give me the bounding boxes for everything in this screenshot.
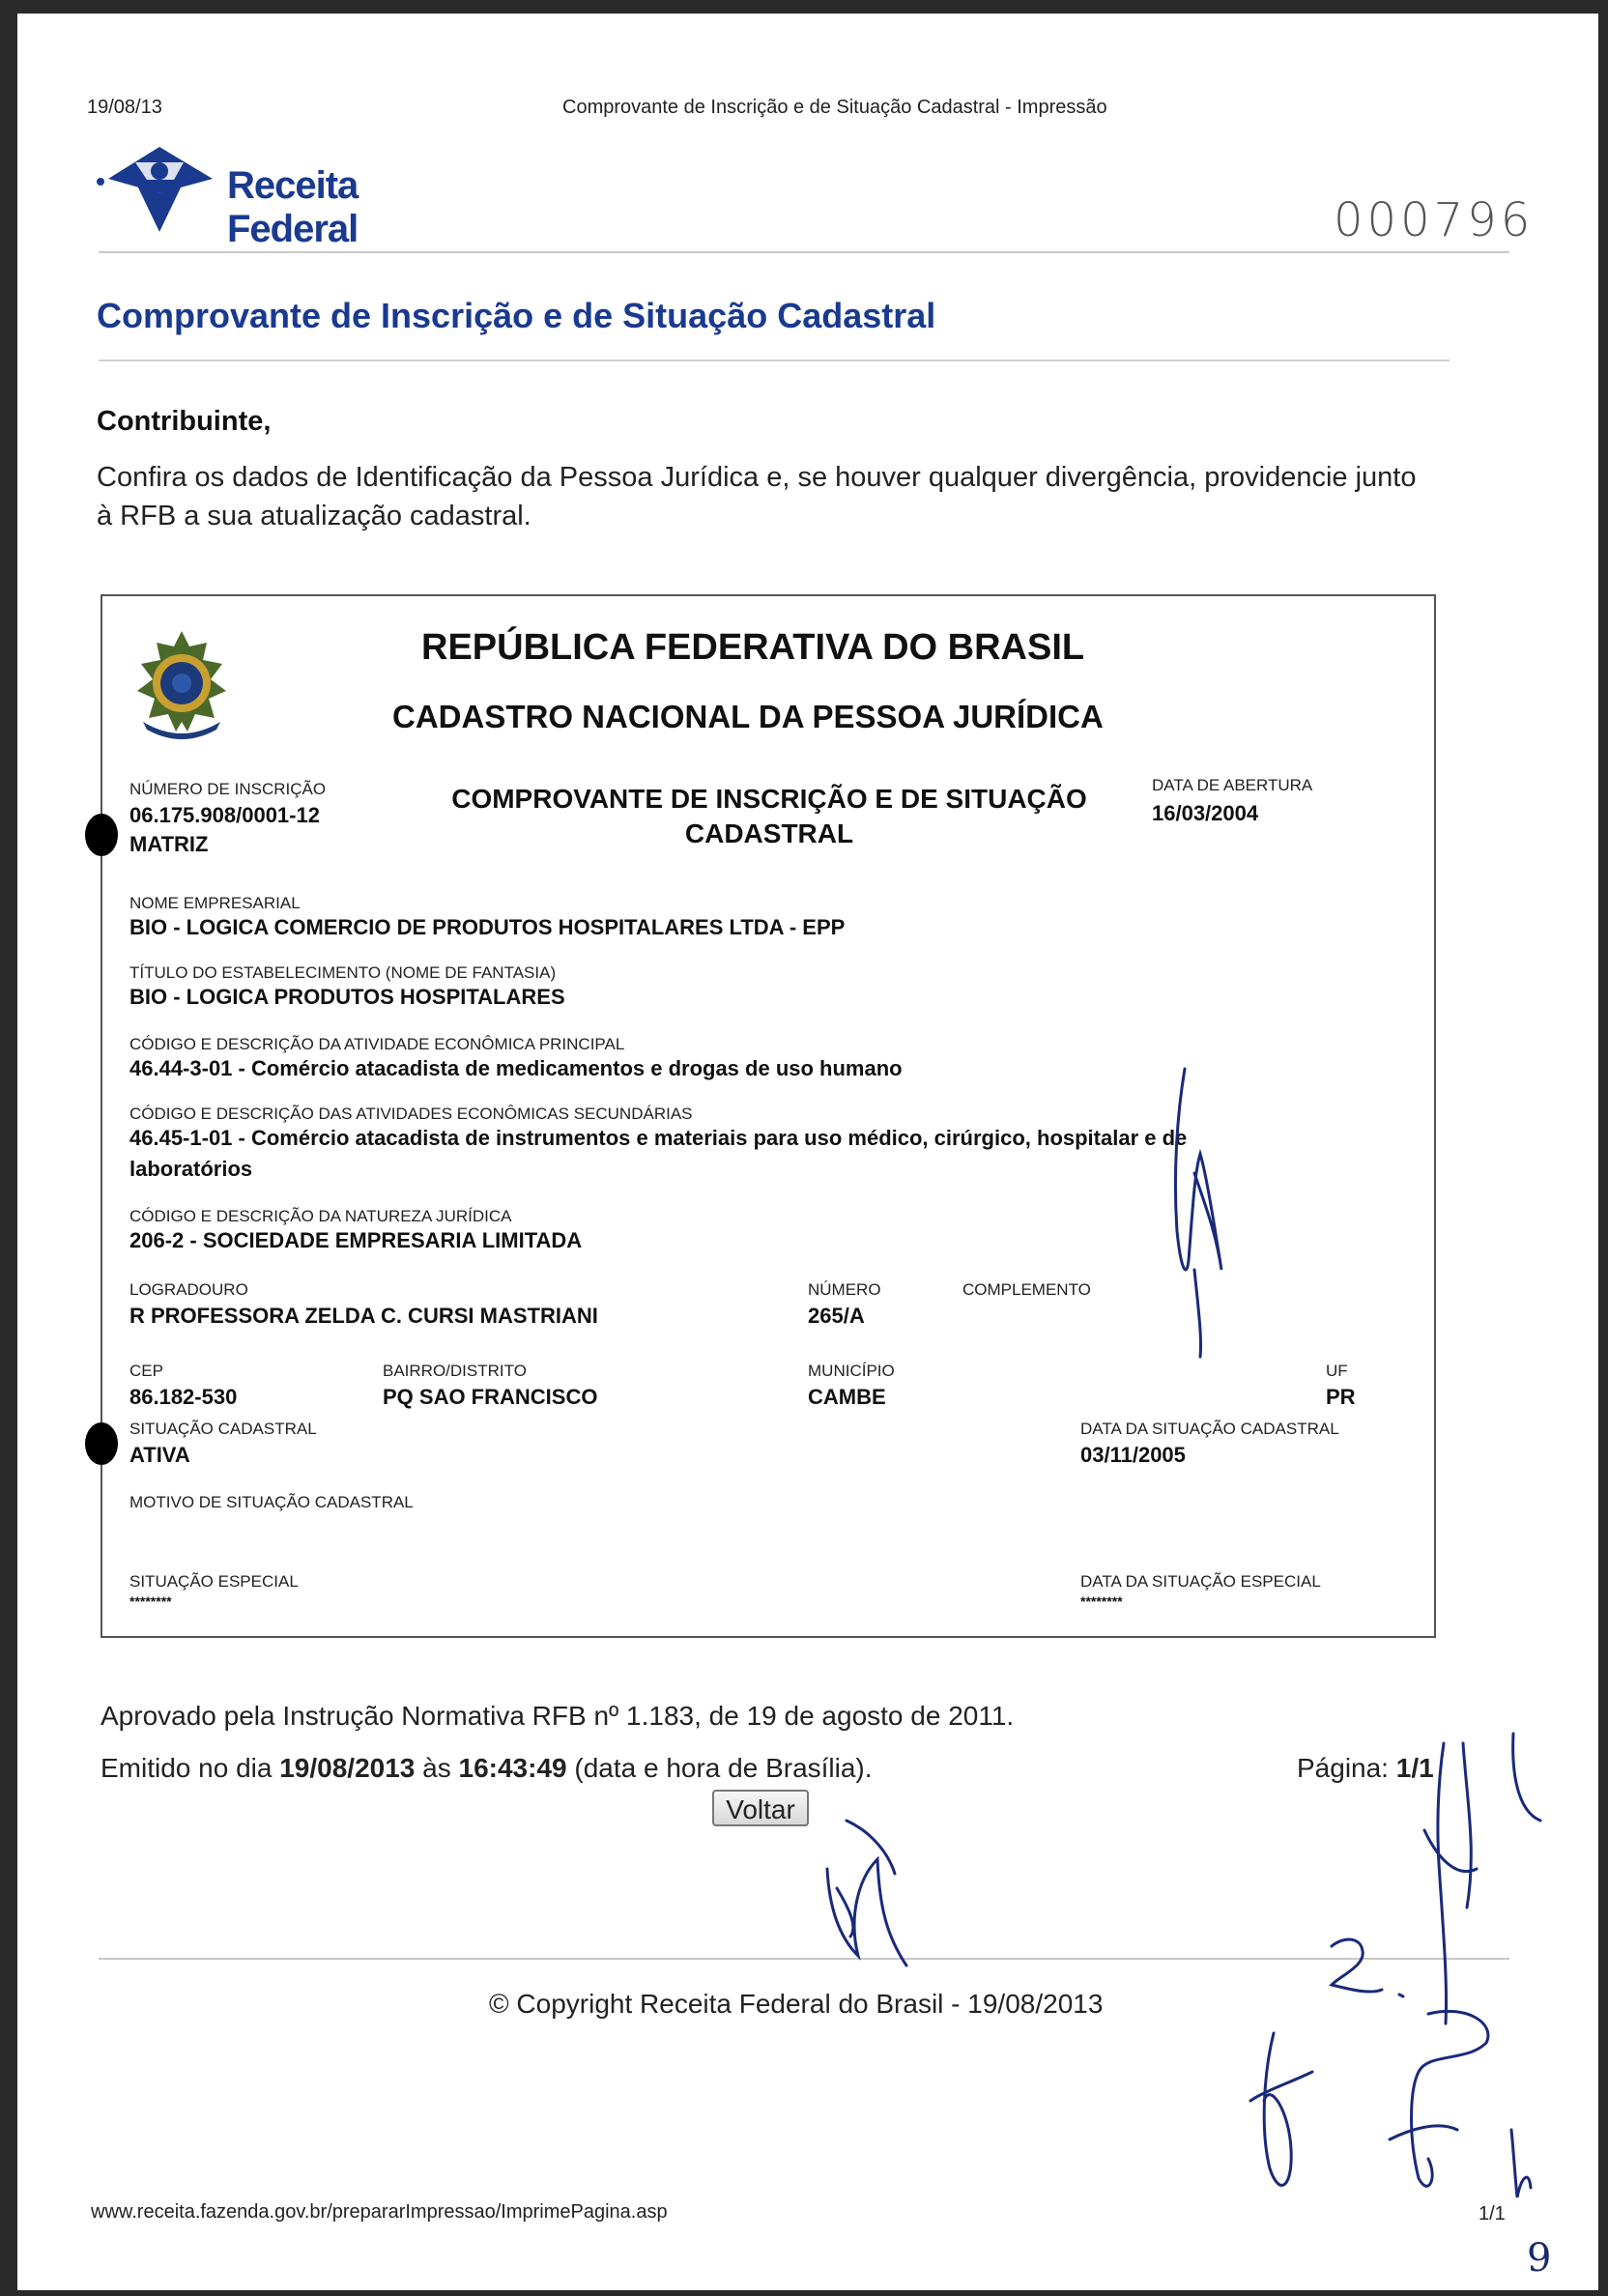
approval-text: Aprovado pela Instrução Normativa RFB nº 1.183, de 19 de agosto de 2011.: [100, 1701, 1015, 1731]
inscricao-type: MATRIZ: [129, 832, 209, 856]
punch-hole: [85, 1422, 118, 1465]
republic-title: REPÚBLICA FEDERATIVA DO BRASIL: [421, 627, 1085, 668]
handwritten-page-number: 9: [1527, 2236, 1552, 2281]
nome-empresarial-label: NOME EMPRESARIAL: [129, 894, 301, 912]
print-url: www.receita.fazenda.gov.br/prepararImpressao/ImprimePagina.asp: [91, 2201, 668, 2223]
registry-title: CADASTRO NACIONAL DA PESSOA JURÍDICA: [392, 699, 1104, 734]
situacao-cadastral-value: ATIVA: [129, 1443, 190, 1467]
situacao-especial-value: ********: [129, 1593, 172, 1609]
atividades-secundarias-line1: 46.45-1-01 - Comércio atacadista de instrumentos e materiais para uso médico, cirúrgico, hospitalar e de: [129, 1126, 1188, 1150]
natureza-juridica-label: CÓDIGO E DESCRIÇÃO DA NATUREZA JURÍDICA: [129, 1207, 512, 1225]
uf-value: PR: [1326, 1385, 1356, 1409]
situacao-cadastral-label: SITUAÇÃO CADASTRAL: [129, 1420, 317, 1438]
pagination-value: 1/1: [1395, 1753, 1434, 1783]
numero-label: NÚMERO: [808, 1280, 881, 1299]
uf-label: UF: [1326, 1362, 1348, 1380]
print-page-number: 1/1: [1479, 2203, 1506, 2224]
bairro-label: BAIRRO/DISTRITO: [383, 1362, 527, 1380]
heading-divider: [99, 359, 1450, 361]
cnpj-card: [100, 594, 1436, 1638]
punch-hole: [85, 814, 118, 856]
doc-title: COMPROVANTE DE INSCRIÇÃO E DE SITUAÇÃO CADASTRAL: [451, 784, 1087, 848]
situacao-especial-label: SITUAÇÃO ESPECIAL: [129, 1572, 299, 1591]
stamp-number: 000796: [1334, 193, 1535, 247]
atividade-principal-value: 46.44-3-01 - Comércio atacadista de medicamentos e drogas de uso humano: [129, 1056, 903, 1080]
atividade-principal-label: CÓDIGO E DESCRIÇÃO DA ATIVIDADE ECONÔMICA PRINCIPAL: [129, 1035, 625, 1053]
data-situacao-value: 03/11/2005: [1080, 1443, 1186, 1467]
emission-mid: às: [422, 1753, 451, 1783]
municipio-label: MUNICÍPIO: [808, 1362, 895, 1380]
cep-label: CEP: [129, 1362, 163, 1380]
brand-name: Receita Federal: [227, 164, 359, 250]
pagination: [1297, 1753, 1434, 1784]
data-abertura-value: 16/03/2004: [1152, 801, 1259, 825]
data-abertura-label: DATA DE ABERTURA: [1152, 776, 1313, 794]
footer-divider: [99, 1958, 1509, 1960]
motivo-situacao-label: MOTIVO DE SITUAÇÃO CADASTRAL: [129, 1493, 414, 1511]
header-divider: [99, 251, 1509, 253]
emission-time: 16:43:49: [458, 1753, 567, 1783]
intro-message: Confira os dados de Identificação da Pessoa Jurídica e, se houver qualquer divergência, providencie junto à RFB a sua atualização cadastral.: [97, 462, 1417, 531]
emission-date: 19/08/2013: [279, 1753, 416, 1783]
receita-federal-logo-icon: [97, 135, 222, 242]
pagination-label: Página:: [1297, 1753, 1389, 1783]
numero-value: 265/A: [808, 1304, 865, 1328]
logradouro-label: LOGRADOURO: [129, 1280, 248, 1299]
titulo-estabelecimento-value: BIO - LOGICA PRODUTOS HOSPITALARES: [129, 985, 565, 1009]
printed-page: [17, 14, 1598, 2290]
municipio-value: CAMBE: [808, 1385, 886, 1409]
nome-empresarial-value: BIO - LOGICA COMERCIO DE PRODUTOS HOSPITALARES LTDA - EPP: [129, 915, 846, 939]
numero-inscricao-label: NÚMERO DE INSCRIÇÃO: [129, 780, 327, 798]
numero-inscricao-value: 06.175.908/0001-12: [129, 803, 320, 827]
emission-suffix: (data e hora de Brasília).: [574, 1753, 873, 1783]
titulo-estabelecimento-label: TÍTULO DO ESTABELECIMENTO (NOME DE FANTASIA): [129, 963, 557, 982]
atividades-secundarias-label: CÓDIGO E DESCRIÇÃO DAS ATIVIDADES ECONÔMICAS SECUNDÁRIAS: [129, 1105, 693, 1123]
data-situacao-especial-value: ********: [1080, 1593, 1123, 1609]
complemento-label: COMPLEMENTO: [962, 1280, 1091, 1299]
natureza-juridica-value: 206-2 - SOCIEDADE EMPRESARIA LIMITADA: [129, 1228, 583, 1252]
receita-federal-logo: [97, 135, 483, 250]
emission-line: [100, 1753, 873, 1784]
emission-prefix: Emitido no dia: [100, 1753, 273, 1783]
logradouro-value: R PROFESSORA ZELDA C. CURSI MASTRIANI: [129, 1304, 598, 1328]
brazil-coat-of-arms-icon: [129, 629, 234, 741]
print-date: 19/08/13: [87, 97, 162, 118]
data-situacao-especial-label: DATA DA SITUAÇÃO ESPECIAL: [1080, 1572, 1321, 1591]
bairro-value: PQ SAO FRANCISCO: [383, 1385, 598, 1409]
page-heading: Comprovante de Inscrição e de Situação Cadastral: [97, 296, 936, 335]
cep-value: 86.182-530: [129, 1385, 238, 1409]
greeting: Contribuinte,: [97, 406, 272, 437]
atividades-secundarias-line2: laboratórios: [129, 1157, 253, 1181]
voltar-button[interactable]: Voltar: [712, 1790, 809, 1826]
copyright: © Copyright Receita Federal do Brasil - 19/08/2013: [489, 1989, 1104, 2019]
data-situacao-label: DATA DA SITUAÇÃO CADASTRAL: [1080, 1420, 1339, 1438]
print-page-title: Comprovante de Inscrição e de Situação Cadastral - Impressão: [562, 97, 1107, 118]
